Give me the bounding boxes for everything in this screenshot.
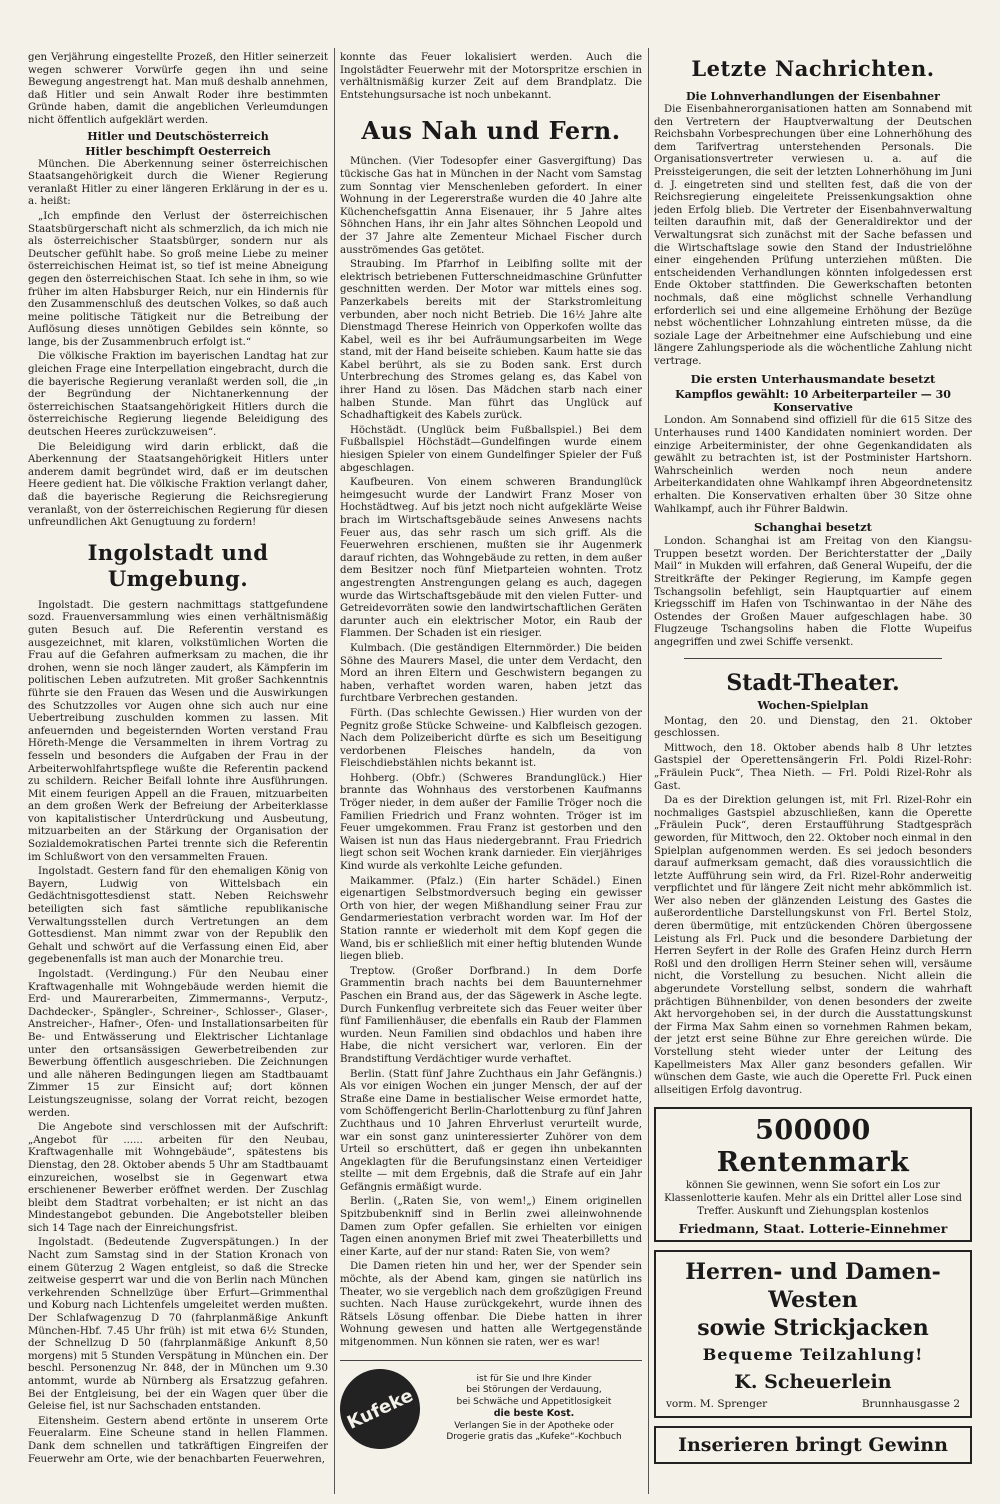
article-paragraph: München. Die Aberkennung seiner österreichischen Staatsangehörigkeit durch die Wiener Regierung veranlaßt Hitler zu einer längeren Erklärung in der es u. a. heißt: [28, 158, 328, 208]
article-paragraph: Treptow. (Großer Dorfbrand.) In dem Dorfe Grammentin brach nachts bei dem Bauunternehmer Paschen ein Brand aus, der das Sägewerk in Asche legte. Durch Funkenflug verbreitete sich das Feuer weiter über fünf Familienhäuser, die ebenfalls ein Raub der Flammen wurden. Neun Familien sind obdachlos und haben ihre Habe, die nicht versichert war, verloren. Ein der Brandstiftung Verdächtiger wurde verhaftet. [340, 965, 642, 1065]
article-paragraph: Ingolstadt. (Bedeutende Zugverspätungen.) In der Nacht zum Samstag sind in der Station Kronach von einem Güterzug 2 Wagen entgleist, so daß die Strecke zeitweise gesperrt war und die von Berlin nach München verkehrenden Schnellzüge über Erfurt—Grimmenthal und Koburg nach Lichtenfels umgeleitet werden mußten. Der Schlafwagenzug D 70 (fahrplanmäßige Ankunft München-Hbf. 7.45 Uhr früh) ist mit etwa 6½ Stunden, der Schnellzug D 50 (fahrplanmäßige Ankunft 8,50 morgens) mit 5 Stunden Verspätung in München ein. Der beschl. Personenzug Nr. 848, der in München um 9.30 antommt, wurde ab Nürnberg als Ersatzzug gefahren. Bei der Entgleisung, bei der ein Wagen quer über die Geleise fiel, ist nur Sachschaden entstanden. [28, 1237, 328, 1413]
kufeke-line: die beste Kost. [493, 1408, 575, 1420]
kufeke-line: Drogerie gratis das „Kufeke“-Kochbuch [446, 1432, 622, 1443]
article-paragraph: Mittwoch, den 18. Oktober abends halb 8 Uhr letztes Gastspiel der Operettensängerin Frl. Poldi Rizel-Rohr: „Fräulein Puck“, Thea Nieth. — Frl. Poldi Rizel-Rohr als Gast. [654, 742, 972, 792]
article-heading: Die ersten Unterhausmandate besetzt [690, 372, 936, 387]
inserieren-advertisement: Inserieren bringt Gewinn [654, 1426, 972, 1464]
column-middle [340, 52, 642, 1492]
article-subheading: Hitler beschimpft Oesterreich [85, 144, 271, 158]
article-paragraph: Berlin. (Statt fünf Jahre Zuchthaus ein Jahr Gefängnis.) Als vor einigen Wochen ein junger Mensch, der auf der Straße eine Dame in bestialischer Weise ermordet hatte, vom Schöffengericht Berlin-Charlottenburg zu fünf Jahren Zuchthaus und 10 Jahren Ehrverlust verurteilt wurde, war ein sonst ganz uninteressierter Zuhörer von dem Urteil so erschüttert, daß er gegen ihn unbekannten Angeklagten für die Berufungsinstanz einen Verteidiger stellte — mit dem Ergebnis, daß die Strafe auf ein Jahr Gefängnis ermäßigt wurde. [340, 1068, 642, 1193]
article-paragraph: Höchstädt. (Unglück beim Fußballspiel.) Bei dem Fußballspiel Höchstädt—Gundelfingen wurde einem hiesigen Spieler von einem Gundelfinger Spieler der Fuß abgeschlagen. [340, 424, 642, 474]
column-rule-2 [648, 48, 649, 1494]
article-paragraph: Fürth. (Das schlechte Gewissen.) Hier wurden von der Pegnitz große Stücke Schweine- und Kalbfleisch gezogen. Nach dem Polizeibericht dürfte es sich um Beseitigung verdorbenen Fleisches handeln, da von Fleischdiebstählen nichts bekannt ist. [340, 707, 642, 770]
westen-address: Brunnhausgasse 2 [861, 1398, 960, 1411]
article-paragraph: „Ich empfinde den Verlust der österreichischen Staatsbürgerschaft nicht als schmerzlich, da ich mich nie als österreichischer Staatsbürger, sondern nur als Deutscher gefühlt habe. So groß meine Liebe zu meiner österreichischen Heimat ist, so tief ist meine Abneigung gegen den österreichischen Staat. Ich sehe in ihm, so wie früher im alten Habsburger Reich, nur ein Hindernis für den Zusammenschluß des deutschen Volkes, so daß auch meine politische Tätigkeit nur die Betreibung der Auflösung dieses unnötigen Gebildes sein könnte, so lange, bis der Zusammenbruch erfolgt ist.“ [28, 210, 328, 348]
westen-line: sowie Strickjacken [697, 1315, 929, 1342]
section-title-aus-nah-und-fern: Aus Nah und Fern. [361, 116, 621, 146]
article-heading: Hitler und Deutschösterreich [87, 129, 269, 143]
article-paragraph: Hohberg. (Obfr.) (Schweres Brandunglück.) Hier brannte das Wohnhaus des verstorbenen Kaufmanns Tröger nieder, in dem außer der Familie Tröger noch die Familien Friedrich und Franz wohnten. Tröger ist im Feuer umgekommen. Frau Franz ist gestorben und den Waisen ist nun das Haus niedergebrannt. Frau Friedrich liegt schon seit Wochen krank darnieder. Ein vierjähriges Kind wurde als verkohlte Leiche gefunden. [340, 772, 642, 873]
article-paragraph: konnte das Feuer lokalisiert werden. Auch die Ingolstädter Feuerwehr mit der Motorspritze erschien in verhältnismäßig kurzer Zeit auf dem Brandplatz. Die Entstehungsursache ist noch unbekannt. [340, 52, 642, 101]
article-paragraph: Die Angebote sind verschlossen mit der Aufschrift: „Angebot für ...... arbeiten für den Neubau, Kraftwagenhalle mit Wohngebäude“, spätestens bis Dienstag, den 28. Oktober abends 5 Uhr am Stadtbauamt einzureichen, woselbst sie in Gegenwart etwa erschienener Bewerber eröffnet werden. Der Zuschlag bleibt dem Stadtrat vorbehalten; er ist nicht an das Mindestangebot gebunden. Die Angebotsteller bleiben sich 14 Tage nach der Einreichungsfrist. [28, 1122, 328, 1234]
article-paragraph: Kulmbach. (Die geständigen Elternmörder.) Die beiden Söhne des Maurers Masel, die unter dem Verdacht, den Mord an ihren Eltern und Geschwistern begangen zu haben, verhaftet worden waren, haben jetzt das furchtbare Verbrechen gestanden. [340, 642, 642, 705]
section-title-ingolstadt: Ingolstadt und Umgebung. [87, 539, 269, 591]
article-paragraph: Ingolstadt. (Verdingung.) Für den Neubau einer Kraftwagenhalle mit Wohngebäude werden hiemit die Erd- und Maurerarbeiten, Zimmermanns-, Verputz-, Dachdecker-, Spängler-, Schreiner-, Schlosser-, Glaser-, Anstreicher-, Hafner-, Ofen- und Installationsarbeiten für Be- und Entwässerung und Elektrischer Lichtanlage unter den ortsansässigen Gewerbetreibenden zur Bewerbung öffentlich ausgeschrieben. Die Zeichnungen und alle näheren Bedingungen liegen am Stadtbauamt Zimmer 15 zur Einsicht auf; dort können Leistungszeugnisse, solang der Vorrat reicht, bezogen werden. [28, 969, 328, 1119]
article-paragraph: London. Am Sonnabend sind offiziell für die 615 Sitze des Unterhauses rund 1400 Kandidaten nominiert worden. Der einzige Arbeiterminister, der ohne Gegenkandidaten als gewählt zu betrachten ist, ist der Postminister Hartshorn. Wahrscheinlich werden noch neun andere Arbeiterkandidaten ohne Wahlkampf ihren Abgeordnetensitz erhalten. Die Konservativen erhalten über 30 Sitze ohne Wahlkampf, auch ihr Führer Baldwin. [654, 415, 972, 515]
westen-advertisement [654, 1250, 972, 1418]
article-paragraph: Die Damen rieten hin und her, wer der Spender sein möchte, als der Abend kam, gingen sie natürlich ins Theater, wo sie vergeblich nach dem großzügigen Freund suchten. Nach Hause zurückgekehrt, wurde ihnen des Rätsels Lösung offenbar. Die Diebe hatten in ihrer Wohnung gewesen und hatten alle Wertgegenstände mitgenommen. Nun können sie raten, wer es war! [340, 1261, 642, 1348]
column-rule-1 [334, 48, 335, 1494]
article-paragraph: Ingolstadt. Die gestern nachmittags stattgefundene sozd. Frauenversammlung wies einen verhältnismäßig guten Besuch auf. Die Referentin verstand es ausgezeichnet, mit klaren, volkstümlichen Worten die Frau auf die Gefahren aufmerksam zu machen, die ihr drohen, wenn sie noch länger zaudert, als Kämpferin im politischen Leben aufzutreten. Mit großer Sachkenntnis führte sie den Frauen das Wesen und die Auswirkungen des Schutzzolles vor Augen ohne sich auch nur eine Uebertreibung zuschulden kommen zu lassen. Mit anfeuernden und begeisternden Worten verstand Frau Höreth-Menge die Versammelten in ihrem Vortrag zu fesseln und besonders die Aufgaben der Frau in der Arbeiterwohlfahrtspflege wußte die Referentin packend zu schildern. Reicher Beifall lohnte ihre Ausführungen. Mit einem feurigen Appell an die Frauen, mitzuarbeiten an dem großen Werk der Befreiung der Arbeiterklasse von kapitalistischer Unterdrückung und Ausbeutung, mitzuarbeiten an der Stärkung der Organisation der Sozialdemokratischen Partei trennte sich die Referentin im Schlußwort von den versammelten Frauen. [28, 599, 328, 863]
article-paragraph: Kaufbeuren. Von einem schweren Brandunglück heimgesucht wurde der Landwirt Franz Moser von Hochstädtweg. Auf bis jetzt noch nicht aufgeklärte Weise brach im Wirtschaftsgebäude seines Anwesens nachts Feuer aus, das sehr rasch um sich griff. Als die Feuerwehren erschienen, mußten sie ihr Augenmerk darauf richten, das Wohngebäude zu retten, in dem außer dem Besitzer noch fünf Mietparteien wohnten. Trotz angestrengten Anstrengungen gelang es auch, dagegen wurde das Wirtschaftsgebäude mit den vielen Futter- und Getreidevorräten sowie den landwirtschaftlichen Geräten darunter auch ein elektrischer Motor, ein Raub der Flammen. Der Schaden ist ein riesiger. [340, 477, 642, 640]
kufeke-ad-text [426, 1374, 642, 1444]
westen-line: Herren- und Damen-Westen [685, 1259, 941, 1314]
kufeke-line: bei Störungen der Verdauung, [466, 1385, 602, 1396]
westen-firm: K. Scheuerlein [734, 1371, 892, 1394]
rentenmark-body: können Sie gewinnen, wenn Sie sofort ein Los zur Klassenlotterie kaufen. Mehr als ein Drittel aller Lose sind Treffer. Auskunft und Ziehungsplan kostenlos [664, 1180, 962, 1218]
theater-title: Stadt-Theater. [726, 669, 900, 696]
article-paragraph: Berlin. („Raten Sie, von wem!„) Einem originellen Spitzbubenkniff sind in Berlin zwei alleinwohnende Damen zum Opfer gefallen. Sie erhielten vor einigen Tagen einen anonymen Brief mit zwei Theaterbilletts und einer Karte, auf der nur stand: Raten Sie, von wem? [340, 1196, 642, 1258]
section-title-letzte-nachrichten: Letzte Nachrichten. [691, 56, 935, 81]
article-paragraph: Die völkische Fraktion im bayerischen Landtag hat zur gleichen Frage eine Interpellation eingebracht, durch die die bayerische Regierung veranlaßt werden soll, die „in der Begründung der Nichtanerkennung der österreichischen Staatsangehörigkeit Hitlers durch die österreichische Regierung liegende Beleidigung des deutschen Heeres zurückzuweisen“. [28, 351, 328, 439]
article-heading: Schanghai besetzt [753, 520, 872, 535]
theater-subtitle: Wochen-Spielplan [757, 698, 869, 712]
article-paragraph: Die Beleidigung wird darin erblickt, daß die Aberkennung der Staatsangehörigkeit Hitlers unter anderem damit begründet wird, daß er im deutschen Heere gedient hat. Die völkische Fraktion verlangt daher, daß die bayerische Regierung die Reichsregierung veranlaßt, von der österreichischen Regierung für diesen unfreundlichen Akt Genugtuung zu fordern! [28, 441, 328, 529]
article-paragraph: Montag, den 20. und Dienstag, den 21. Oktober geschlossen. [654, 715, 972, 740]
article-paragraph: Ingolstadt. Gestern fand für den ehemaligen König von Bayern, Ludwig von Wittelsbach ein Gedächtnisgottesdienst statt. Neben Reichswehr beteiligten sich fast sämtliche republikanische Verwaltungsstellen durch Vertretungen an dem Gottesdienst. Man nimmt zwar von der Republik den Gehalt und schwört auf die Verfassung einen Eid, aber gegebenenfalls ist man auch der Monarchie treu. [28, 866, 328, 966]
kufeke-line: Verlangen Sie in der Apotheke oder [454, 1420, 614, 1431]
rentenmark-firm: Friedmann, Staat. Lotterie-Einnehmer [678, 1221, 948, 1237]
article-paragraph: München. (Vier Todesopfer einer Gasvergiftung) Das tückische Gas hat in München in der Nacht vom Samstag zum Sonntag vier Menschenleben gefordert. In einer Wohnung in der Legererstraße wurden die 40 Jahre alte Küchenchefsgattin Anna Eisenauer, ihr 5 Jahre altes Söhnchen Hans, ihr ein Jahr altes Söhnchen Leopold und der 37 Jahre alte Zementeur Michael Fischer durch ausströmendes Gas getötet. [340, 156, 642, 256]
kufeke-line: bei Schwäche und Appetitlosigkeit [456, 1396, 612, 1407]
rentenmark-headline: 500000 Rentenmark [716, 1115, 910, 1179]
column-left [28, 52, 328, 1492]
article-subheading: Kampflos gewählt: 10 Arbeiterparteiler — 30 Konservative [675, 388, 951, 415]
kufeke-logo: Kufeke [340, 1355, 433, 1461]
westen-line: Bequeme Teilzahlung! [702, 1345, 924, 1365]
article-paragraph: Maikammer. (Pfalz.) (Ein harter Schädel.) Einen eigenartigen Selbstmordversuch beging ein gewisser Orth von hier, der wegen Mißhandlung seiner Frau zur Gendarmeriestation verbracht worden war. Im Hof der Station rannte er wiederholt mit dem Kopf gegen die Wand, bis er schließlich mit einer heftig blutenden Wunde liegen blieb. [340, 875, 642, 963]
column-right [654, 52, 972, 1492]
rentenmark-advertisement [654, 1107, 972, 1242]
article-paragraph: Straubing. Im Pfarrhof in Leiblfing sollte mit der elektrisch betriebenen Futterschneidmaschine Grünfutter geschnitten werden. Der Motor war mittels eines sog. Panzerkabels bereits mit der Starkstromleitung verbunden, aber noch nicht Betrieb. Die 16½ Jahre alte Dienstmagd Therese Heinrich von Opperkofen wollte das Kabel, weil es ihr bei Aufräumungsarbeiten im Wege stand, mit der Hand beiseite schieben. Kaum hatte sie das Kabel berührt, als sie zu Boden sank. Erst durch Unterbrechung des Stromes gelang es, das Kabel von ihrer Hand zu lösen. Das Mädchen starb nach einer halben Stunde. Man führt das Unglück auf Schadhaftigkeit des Kabels zurück. [340, 259, 642, 422]
westen-address-row [662, 1398, 964, 1410]
article-paragraph: gen Verjährung eingestellte Prozeß, den Hitler seinerzeit wegen schwerer Vorwürfe gegen ihn und seine Bewegung angestrengt hat. Man muß deshalb annehmen, daß Hitler und sein Anwalt Roder ihre bestimmten Gründe haben, damit die angeblichen Verleumdungen nicht öffentlich aufgeklärt werden. [28, 52, 328, 126]
westen-predecessor: vorm. M. Sprenger [666, 1398, 768, 1411]
divider [684, 658, 942, 659]
article-paragraph: London. Schanghai ist am Freitag von den Kiangsu-Truppen besetzt worden. Der Berichterstatter der „Daily Mail“ in Mukden will erfahren, daß General Wupeifu, der die Streitkräfte der Pekinger Regierung, im Kampfe gegen Tschangsolin befehligt, sein Hauptquartier auf einem Kriegsschiff im Hafen von Tschinwantao in der Nähe des Ostendes der Großen Mauer aufgeschlagen habe. 30 Flugzeuge Tschangsolins haben die Flotte Wupeifus angegriffen und zwei Schiffe versenkt. [654, 536, 972, 648]
kufeke-advertisement [340, 1360, 642, 1449]
article-heading: Die Lohnverhandlungen der Eisenbahner [686, 90, 940, 103]
article-paragraph: Da es der Direktion gelungen ist, mit Frl. Rizel-Rohr ein nochmaliges Gastspiel abzuschließen, kann die Operette „Fräulein Puck“, deren Erstaufführung Stadtgespräch geworden, für Mittwoch, den 22. Oktober noch einmal in den Spielplan aufgenommen werden. Es sei jedoch besonders darauf aufmerksam gemacht, daß dies voraussichtlich die letzte Aufführung sein wird, da Frl. Rizel-Rohr anderweitig verpflichtet und für längere Zeit nicht mehr abkömmlich ist. Wer also neben der glänzenden Leistung des Gastes die außerordentliche Darstellungskunst von Frl. Bertel Stolz, deren übermütige, mit entzückenden Chören übergossene Leistung als Frl. Puck und die besondere Darbietung der Herren Seyfert in der Rolle des Grafen Heinz durch Herrn Roßl und den drolligen Herrn Steiner sehen will, versäume nicht, die Vorstellung zu besuchen. Nicht allein die abgerundete Vorstellung selbst, sondern die wahrhaft prächtigen Bühnenbilder, von denen besonders der zweite Akt hervorgehoben sei, in der durch die Ausstattungskunst der Firma Max Sahm einen so vornehmen Rahmen bekam, der jetzt erst seine Bühne zur Ehre gereichen würde. Die Vorstellung steht wieder unter der Leitung des Kapellmeisters Max Aller ganz besonders gefallen. Wir wünschen dem Gaste, wie auch die Operette Frl. Puck einen allseitigen Erfolg davontrug. [654, 795, 972, 1096]
article-paragraph: Eitensheim. Gestern abend ertönte in unserem Orte Feueralarm. Eine Scheune stand in hellen Flammen. Dank dem schnellen und tatkräftigen Eingreifen der Feuerwehr am Orte, wie der benachbarten Feuerwehren, [28, 1415, 328, 1465]
article-paragraph: Die Eisenbahnerorganisationen hatten am Sonnabend mit den Vertretern der Hauptverwaltung der Deutschen Reichsbahn Vorbesprechungen über eine Lohnerhöhung des dem Tarifvertrag unterstehenden Personals. Die Organisationsvertreter verwiesen u. a. auf die Preissteigerungen, die seit der letzten Lohnerhöhung im Juni d. J. eingetreten sind und stellten fest, daß die von der Reichsregierung eingeleitete Preissenkungsaktion ohne jeden Erfolg blieb. Die Vertreter der Eisenbahnverwaltung teilten daraufhin mit, daß der Generaldirektor und der Verwaltungsrat sich zunächst mit der Sache befassen und die Wirtschaftslage sowie den Stand der Industrielöhne einer eingehenden Prüfung unterziehen müßten. Die entscheidenden Verhandlungen könnten infolgedessen erst Ende Oktober stattfinden. Die Gewerkschaften betonten nochmals, daß eine möglichst schnelle Verhandlung erforderlich sei und eine allgemeine Erhöhung der Bezüge nebst wöchentlicher Lohnzahlung eintreten müsse, da die soziale Lage der Arbeitnehmer eine Aufschiebung und eine längere Zahlungsperiode als die wöchentliche Zahlung nicht vertrage. [654, 104, 972, 367]
kufeke-line: ist für Sie und Ihre Kinder [476, 1373, 592, 1384]
